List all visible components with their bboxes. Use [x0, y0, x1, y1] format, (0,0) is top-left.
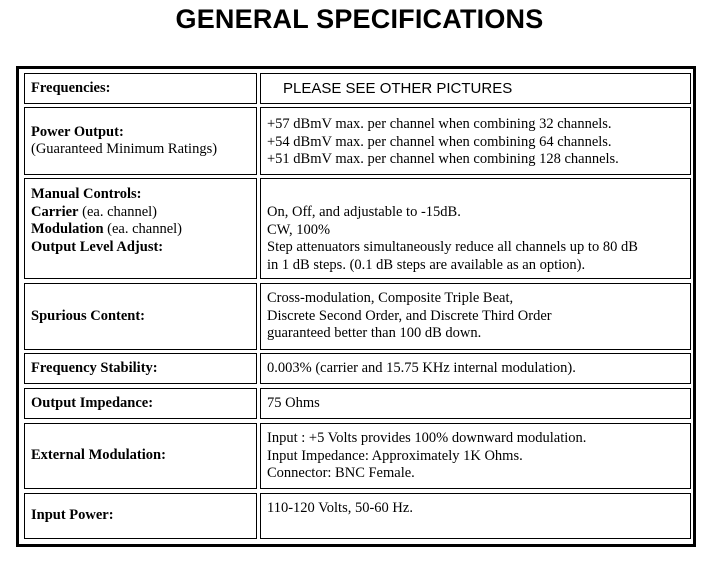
label-spurious-content	[24, 283, 257, 350]
value-frequencies	[260, 73, 691, 104]
value-line: Input Impedance: Approximately 1K Ohms.	[267, 447, 523, 464]
label-line: Output Level Adjust:	[31, 238, 164, 255]
label-line: Power Output:	[31, 123, 124, 140]
label-power-output	[24, 107, 257, 175]
label-output-impedance	[24, 388, 257, 419]
label-line: Spurious Content:	[31, 307, 146, 324]
value-line: +51 dBmV max. per channel when combining 128 channels.	[267, 151, 619, 167]
value-line: 0.003% (carrier and 15.75 KHz internal modulation).	[267, 359, 576, 376]
value-line: CW, 100%	[267, 221, 331, 238]
label-line: Manual Controls:	[31, 186, 142, 202]
value-input-power	[260, 493, 691, 539]
value-line: PLEASE SEE OTHER PICTURES	[283, 79, 513, 97]
value-spurious-content	[260, 283, 691, 350]
value-line: On, Off, and adjustable to -15dB.	[267, 204, 461, 220]
label-frequencies	[24, 73, 257, 104]
value-external-modulation	[260, 423, 691, 489]
value-line: Step attenuators simultaneously reduce all channels up to 80 dB	[267, 239, 638, 255]
label-subline: (Guaranteed Minimum Ratings)	[31, 141, 218, 157]
value-manual-controls	[260, 178, 691, 279]
value-frequency-stability	[260, 353, 691, 384]
value-line: Discrete Second Order, and Discrete Third Order	[267, 307, 552, 324]
value-line: guaranteed better than 100 dB down.	[267, 325, 482, 341]
value-line: Cross-modulation, Composite Triple Beat,	[267, 290, 514, 306]
value-power-output	[260, 107, 691, 175]
value-line: 75 Ohms	[267, 394, 320, 411]
value-line: 110-120 Volts, 50-60 Hz.	[267, 500, 413, 516]
label-external-modulation	[24, 423, 257, 489]
value-line: in 1 dB steps. (0.1 dB steps are available as an option).	[267, 256, 586, 273]
value-line: Connector: BNC Female.	[267, 465, 415, 481]
label-input-power	[24, 493, 257, 539]
value-line: +54 dBmV max. per channel when combining 64 channels.	[267, 133, 612, 150]
value-output-impedance	[260, 388, 691, 419]
label-line: Output Impedance:	[31, 394, 154, 411]
label-line: Frequencies:	[31, 79, 111, 96]
label-frequency-stability	[24, 353, 257, 384]
page-title: GENERAL SPECIFICATIONS	[175, 4, 544, 34]
label-line: Modulation (ea. channel)	[31, 221, 183, 237]
value-line: +57 dBmV max. per channel when combining 32 channels.	[267, 116, 612, 132]
label-line: Input Power:	[31, 507, 114, 524]
value-line: Input : +5 Volts provides 100% downward modulation.	[267, 430, 587, 446]
label-line: Frequency Stability:	[31, 359, 158, 376]
label-line: External Modulation:	[31, 447, 166, 464]
label-line: Carrier (ea. channel)	[31, 203, 157, 220]
label-manual-controls	[24, 178, 257, 279]
